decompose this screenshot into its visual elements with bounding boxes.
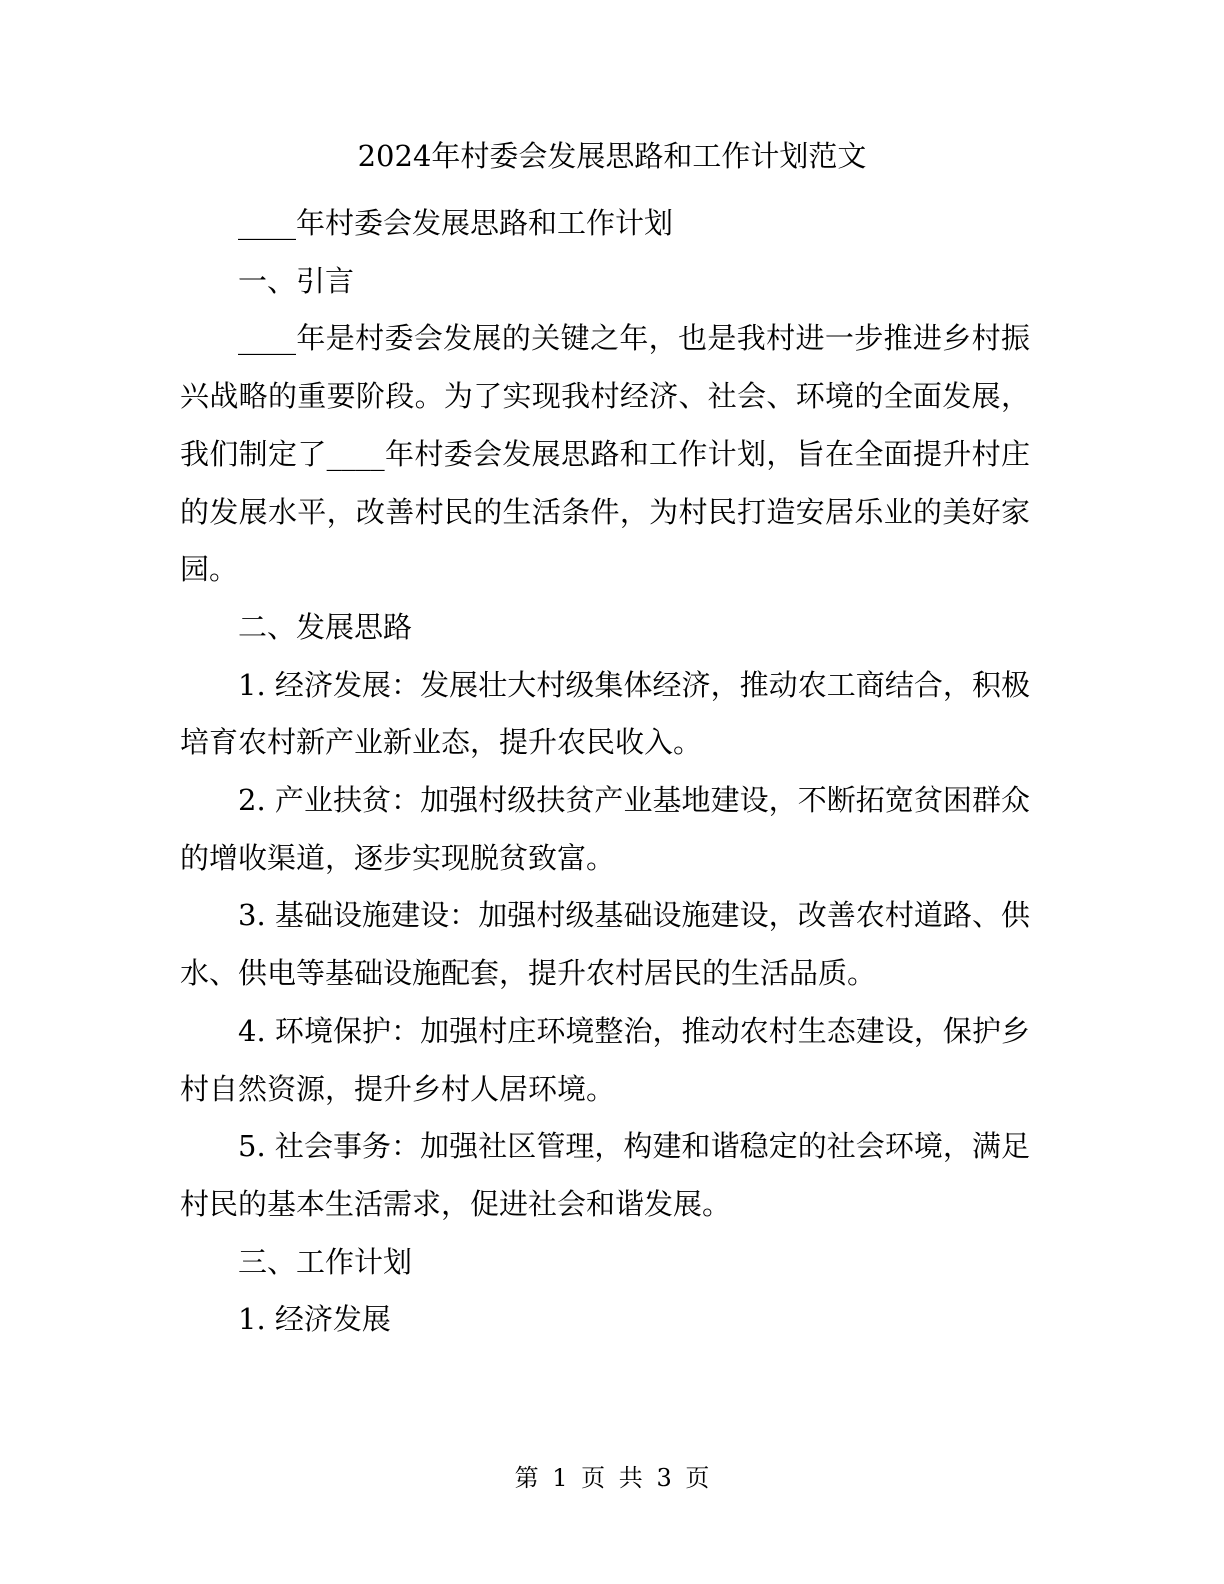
development-item-infrastructure: 3. 基础设施建设：加强村级基础设施建设，改善农村道路、供水、供电等基础设施配套，提升农村居民的生活品质。 (180, 898, 1030, 991)
development-item-economy: 1. 经济发展：发展壮大村级集体经济，推动农工商结合，积极培育农村新产业新业态，提升农民收入。 (180, 667, 1030, 760)
development-item-environment: 4. 环境保护：加强村庄环境整治，推动农村生态建设，保护乡村自然资源，提升乡村人居环境。 (180, 1013, 1030, 1106)
page-number-footer: 第 1 页 共 3 页 (514, 1464, 710, 1492)
section-heading-work-plan: 三、工作计划 (238, 1244, 413, 1279)
work-plan-item-economy: 1. 经济发展 (238, 1302, 391, 1337)
introduction-paragraph: ____年是村委会发展的关键之年，也是我村进一步推进乡村振兴战略的重要阶段。为了实现我村经济、社会、环境的全面发展，我们制定了____年村委会发展思路和工作计划，旨在全面提升村庄的发展水平，改善村民的生活条件，为村民打造安居乐业的美好家园。 (180, 321, 1030, 587)
document-title: 2024年村委会发展思路和工作计划范文 (357, 139, 867, 173)
document-body (180, 195, 1030, 1349)
subtitle-paragraph: ____年村委会发展思路和工作计划 (238, 206, 674, 240)
development-item-social: 5. 社会事务：加强社区管理，构建和谐稳定的社会环境，满足村民的基本生活需求，促进社会和谐发展。 (180, 1129, 1030, 1221)
development-item-poverty: 2. 产业扶贫：加强村级扶贫产业基地建设，不断拓宽贫困群众的增收渠道，逐步实现脱贫致富。 (180, 783, 1030, 875)
section-heading-development: 二、发展思路 (238, 609, 413, 644)
section-heading-introduction: 一、引言 (238, 263, 355, 298)
